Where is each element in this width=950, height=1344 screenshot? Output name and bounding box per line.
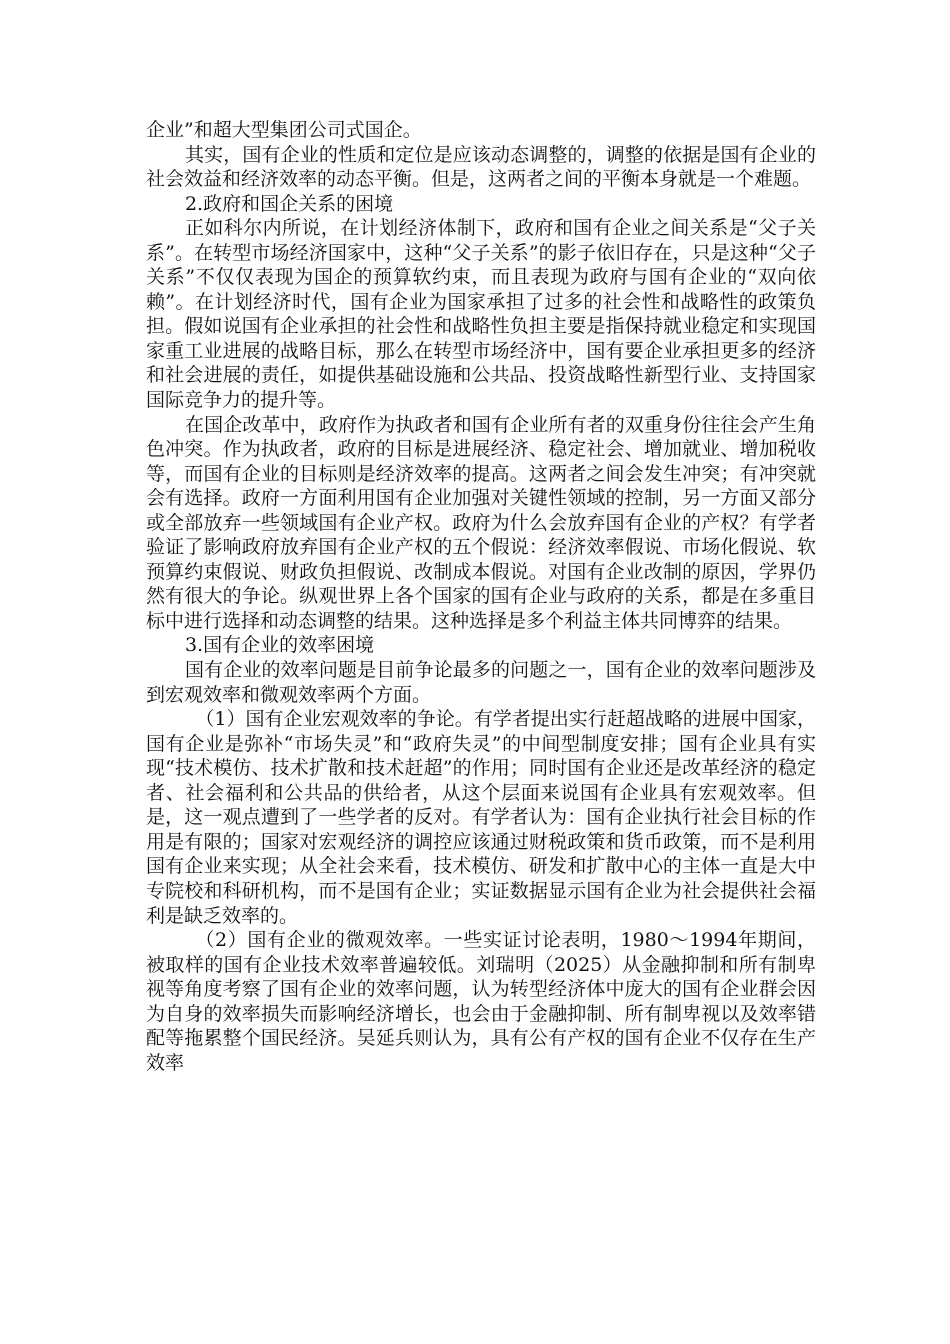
paragraph-efficiency-intro: 国有企业的效率问题是目前争论最多的问题之一，国有企业的效率问题涉及到宏观效率和微观效率两个方面。	[146, 659, 816, 706]
paragraph-macro-efficiency: （1）国有企业宏观效率的争论。有学者提出实行赶超战略的进展中国家，国有企业是弥补“市场失灵”和“政府失灵”的中间型制度安排；国有企业具有实现“技术模仿、技术扩散和技术赶超”的作用；同时国有企业还是改革经济的稳定者、社会福利和公共品的供给者，从这个层面来说国有企业具有宏观效率。但是，这一观点遭到了一些学者的反对。有学者认为：国有企业执行社会目标的作用是有限的；国家对宏观经济的调控应该通过财税政策和货币政策，而不是利用国有企业来实现；从全社会来看，技术模仿、研发和扩散中心的主体一直是大中专院校和科研机构，而不是国有企业；实证数据显示国有企业为社会提供社会福利是缺乏效率的。	[146, 708, 816, 927]
paragraph-continuation: 企业”和超大型集团公司式国企。	[146, 119, 422, 141]
section-heading-government-relations: 2.政府和国企关系的困境	[184, 192, 394, 215]
section-heading-efficiency: 3.国有企业的效率困境	[184, 634, 375, 657]
paragraph-role-conflict: 在国企改革中，政府作为执政者和国有企业所有者的双重身份往往会产生角色冲突。作为执政者，政府的目标是进展经济、稳定社会、增加就业、增加税收等，而国有企业的目标则是经济效率的提高。这两者之间会发生冲突；有冲突就会有选择。政府一方面利用国有企业加强对关键性领域的控制，另一方面又部分或全部放弃一些领域国有企业产权。政府为什么会放弃国有企业的产权？有学者验证了影响政府放弃国有企业产权的五个假说：经济效率假说、市场化假说、软预算约束假说、财政负担假说、改制成本假说。对国有企业改制的原因，学界仍然有很大的争论。纵观世界上各个国家的国有企业与政府的关系，都是在多重目标中进行选择和动态调整的结果。这种选择是多个利益主体共同博弈的结果。	[146, 413, 816, 632]
paragraph-micro-efficiency: （2）国有企业的微观效率。一些实证讨论表明，1980～1994年期间，被取样的国有企业技术效率普遍较低。刘瑞明（2025）从金融抑制和所有制卑视等角度考察了国有企业的效率问题，认为转型经济体中庞大的国有企业群会因为自身的效率损失而影响经济增长，也会由于金融抑制、所有制卑视以及效率错配等拖累整个国民经济。吴延兵则认为，具有公有产权的国有企业不仅存在生产效率	[146, 929, 816, 1074]
document-page	[146, 118, 816, 1075]
paragraph-father-son-relation: 正如科尔内所说，在计划经济体制下，政府和国有企业之间关系是“父子关系”。在转型市场经济国家中，这种“父子关系”的影子依旧存在，只是这种“父子关系”不仅仅表现为国企的预算软约束，而且表现为政府与国有企业的“双向依赖”。在计划经济时代，国有企业为国家承担了过多的社会性和战略性的政策负担。假如说国有企业承担的社会性和战略性负担主要是指保持就业稳定和实现国家重工业进展的战略目标，那么在转型市场经济中，国有要企业承担更多的经济和社会进展的责任，如提供基础设施和公共品、投资战略性新型行业、支持国家国际竞争力的提升等。	[146, 217, 816, 412]
paragraph-nature-positioning: 其实，国有企业的性质和定位是应该动态调整的，调整的依据是国有企业的社会效益和经济效率的动态平衡。但是，这两者之间的平衡本身就是一个难题。	[146, 143, 816, 191]
